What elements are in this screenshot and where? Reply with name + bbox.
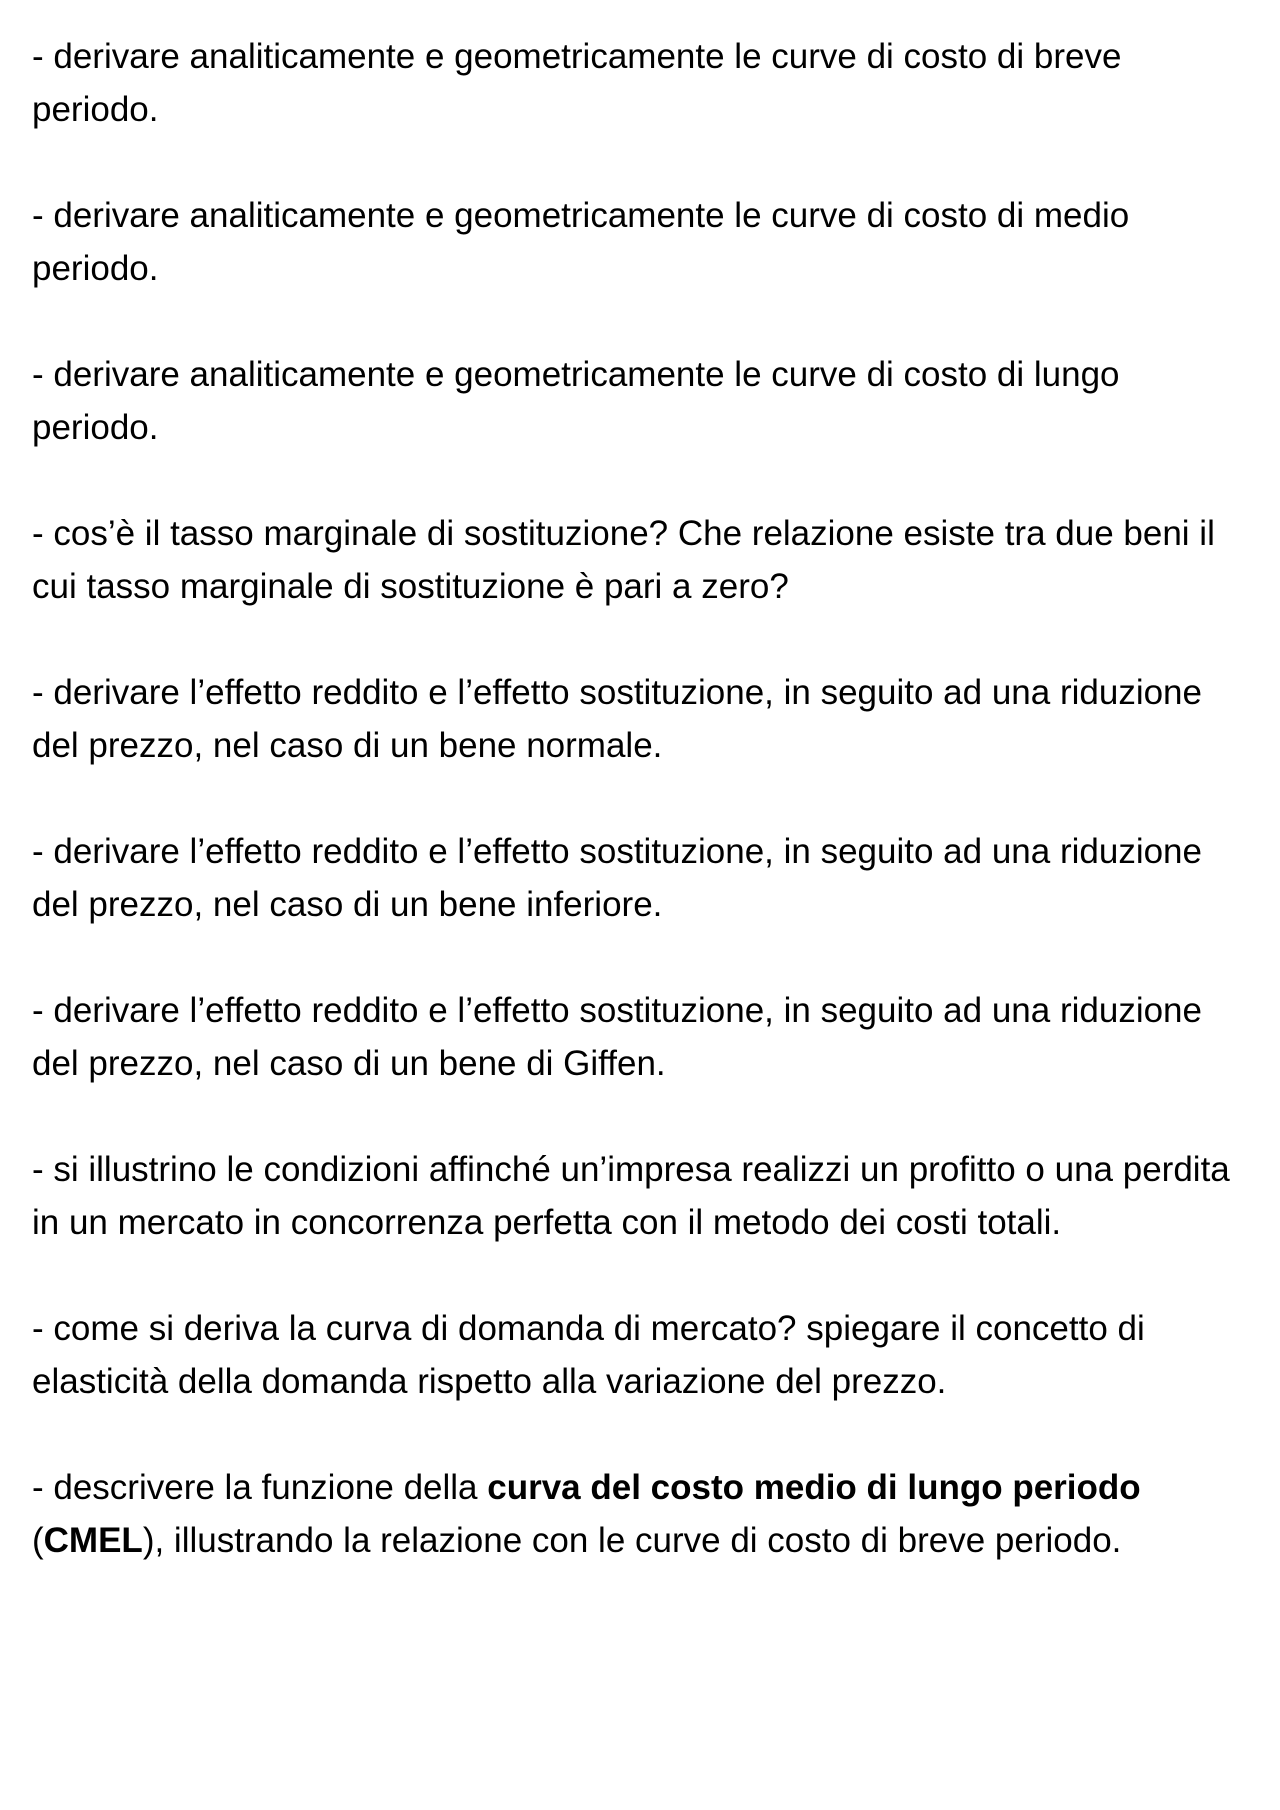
question-item-5 [32, 666, 1240, 772]
question-text: - derivare l’effetto reddito e l’effetto sostituzione, in seguito ad una riduzione del prezzo, nel caso di un bene inferiore. [32, 832, 1202, 924]
question-text: - cos’è il tasso marginale di sostituzione? Che relazione esiste tra due beni il cui tasso marginale di sostituzione è pari a zero? [32, 514, 1215, 606]
question-item-4 [32, 507, 1240, 613]
question-text: - derivare analiticamente e geometricamente le curve di costo di lungo periodo. [32, 355, 1120, 447]
question-item-9 [32, 1302, 1240, 1408]
question-item-10 [32, 1461, 1240, 1567]
question-text: - come si deriva la curva di domanda di mercato? spiegare il concetto di elasticità della domanda rispetto alla variazione del prezzo. [32, 1309, 1145, 1401]
question-item-6 [32, 825, 1240, 931]
bold-term-cmel-description: curva del costo medio di lungo periodo [487, 1468, 1141, 1507]
question-text-paren-open: ( [32, 1521, 44, 1560]
question-item-8 [32, 1143, 1240, 1249]
question-text-outro: ), illustrando la relazione con le curve di costo di breve periodo. [142, 1521, 1122, 1560]
question-text: - derivare l’effetto reddito e l’effetto sostituzione, in seguito ad una riduzione del prezzo, nel caso di un bene di Giffen. [32, 991, 1202, 1083]
question-item-1 [32, 30, 1240, 136]
question-item-7 [32, 984, 1240, 1090]
question-text: - derivare analiticamente e geometricamente le curve di costo di medio periodo. [32, 196, 1130, 288]
question-text: - derivare l’effetto reddito e l’effetto sostituzione, in seguito ad una riduzione del prezzo, nel caso di un bene normale. [32, 673, 1202, 765]
question-item-3 [32, 348, 1240, 454]
question-item-2 [32, 189, 1240, 295]
question-text: - si illustrino le condizioni affinché un’impresa realizzi un profitto o una perdita in un mercato in concorrenza perfetta con il metodo dei costi totali. [32, 1150, 1230, 1242]
question-text-intro: - descrivere la funzione della [32, 1468, 488, 1507]
bold-term-cmel-acronym: CMEL [43, 1521, 143, 1560]
question-text: - derivare analiticamente e geometricamente le curve di costo di breve periodo. [32, 37, 1122, 129]
